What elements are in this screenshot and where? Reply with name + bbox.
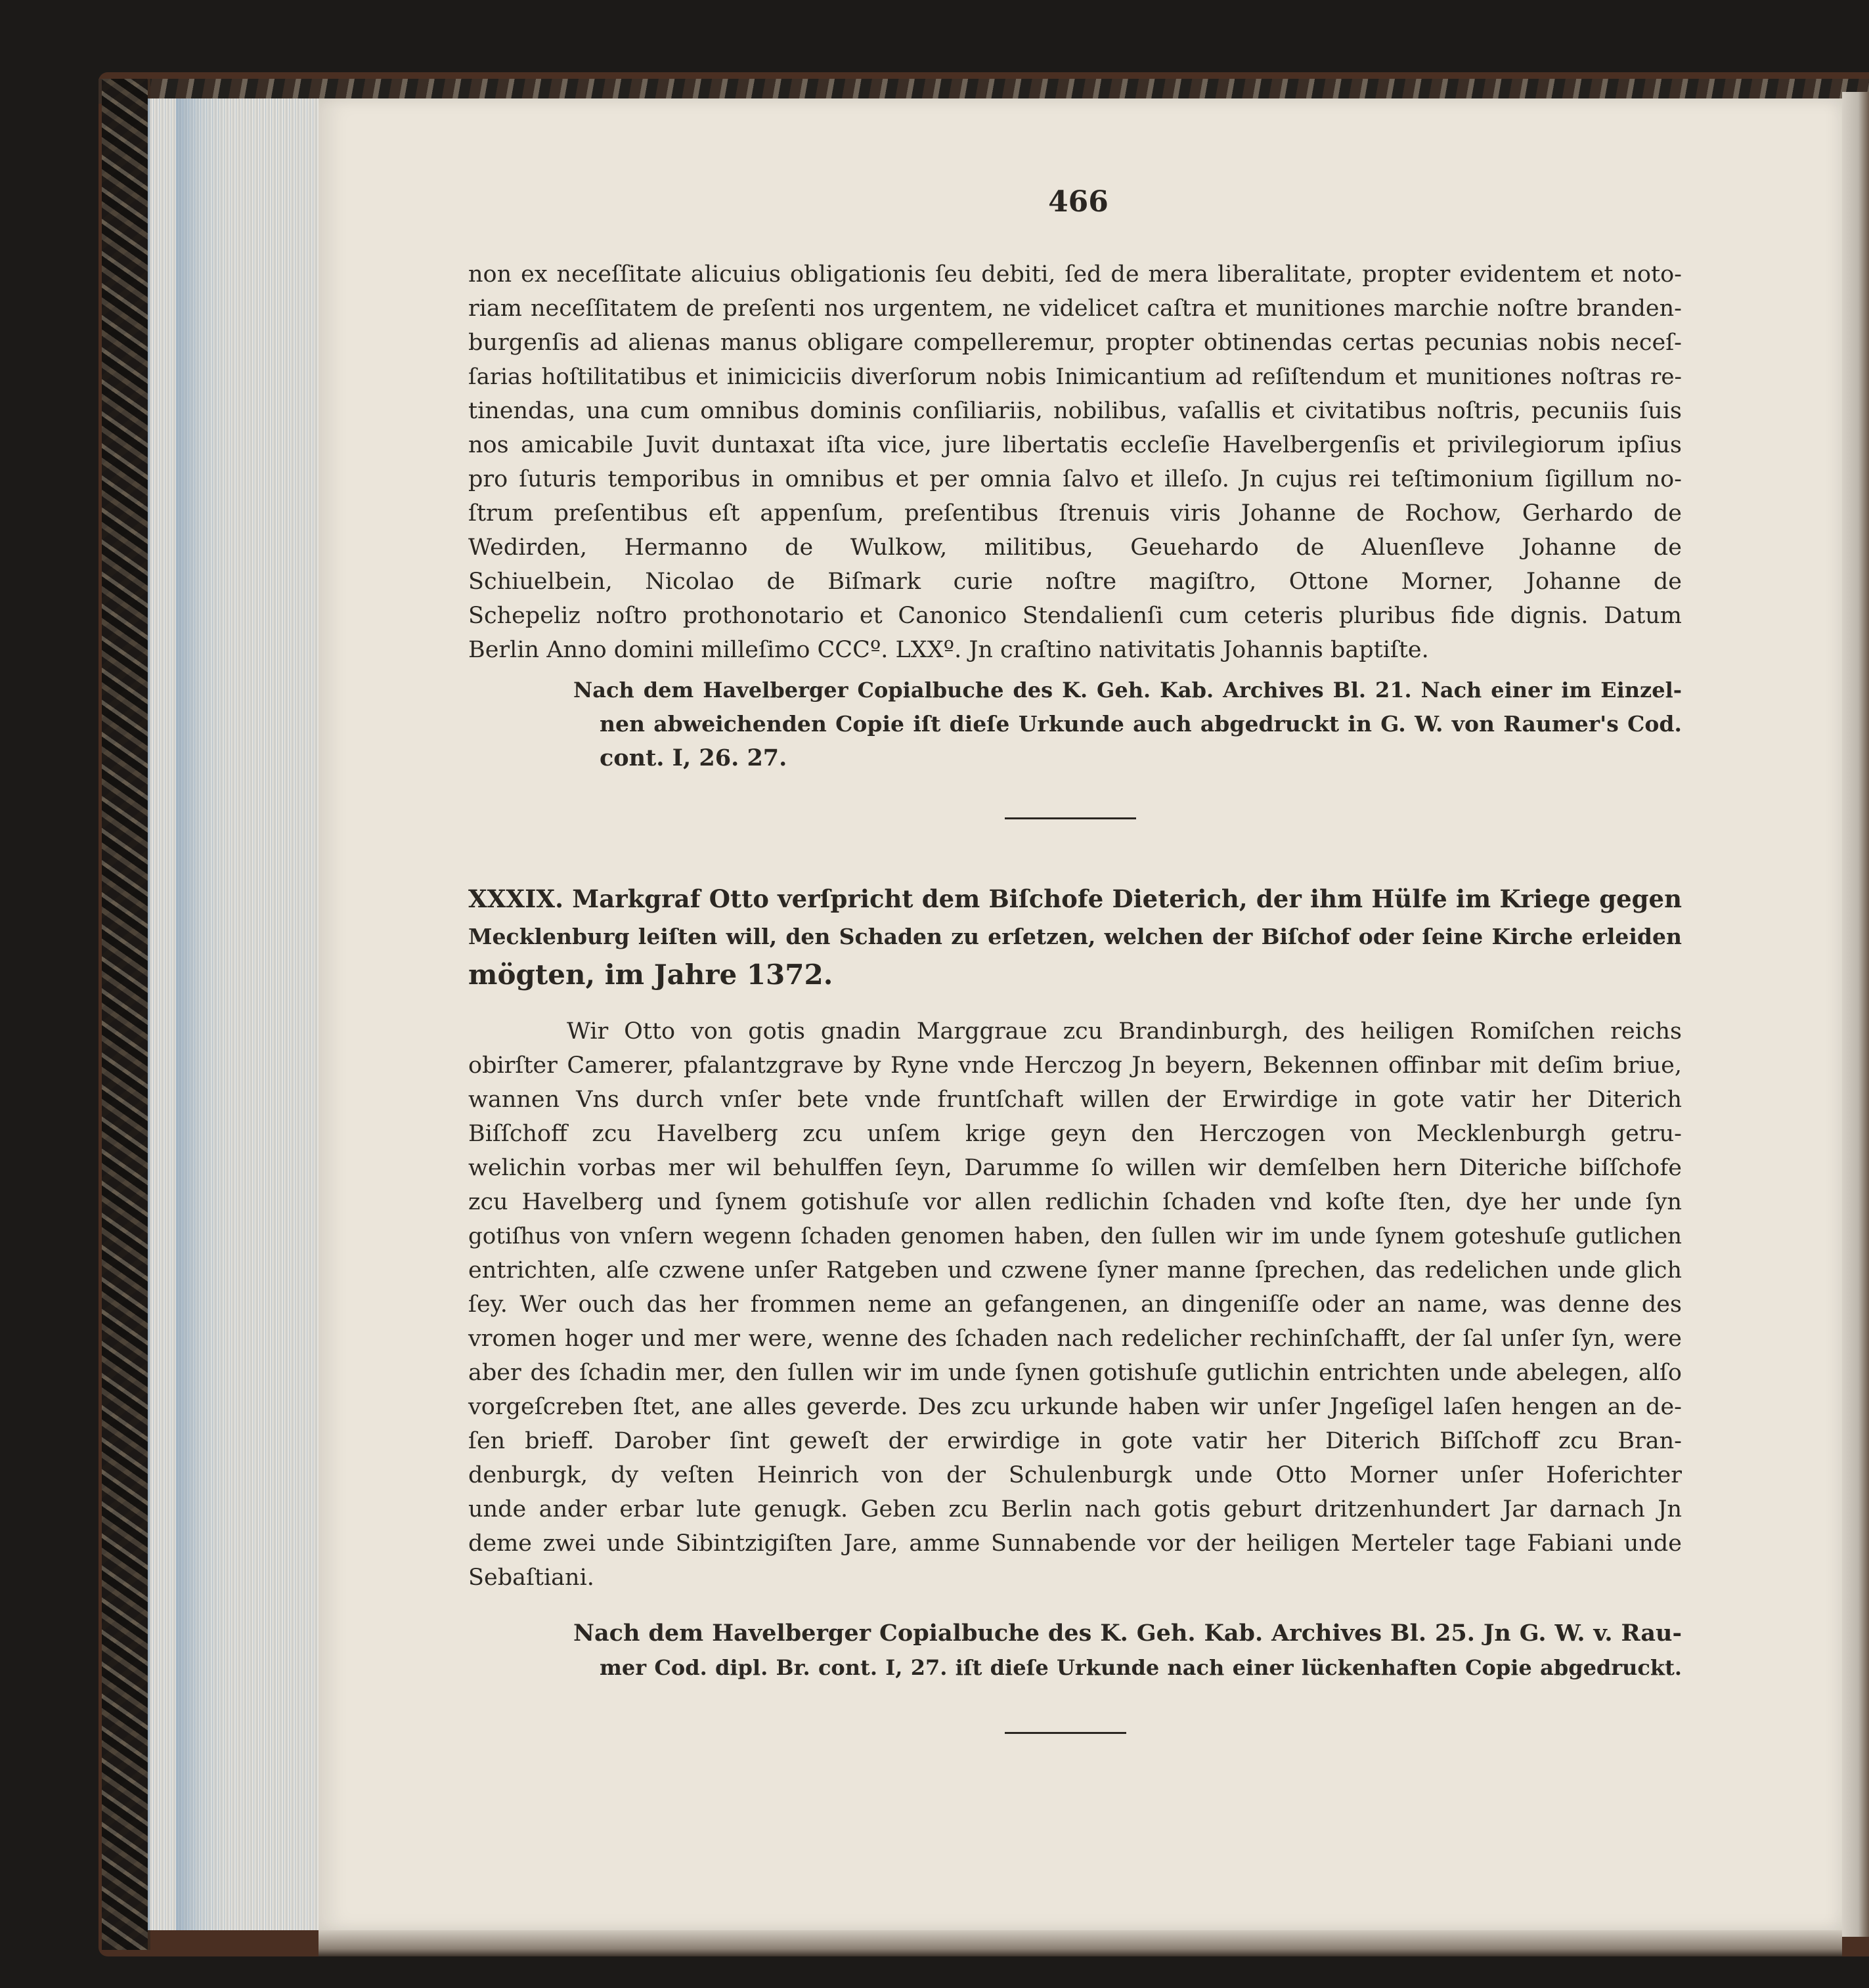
page-right-edge <box>1842 92 1869 1937</box>
text-line: zcu Havelberg und ſynem gotishuſe vor allen redlichin ſchaden vnd koſte ſten, dye her unde ſyn <box>468 1189 1682 1215</box>
text-line: vorgeſcreben ſtet, ane alles geverde. Des zcu urkunde haben wir unſer Jngeſigel laſen hengen an de- <box>468 1394 1682 1420</box>
text-line: Wir Otto von gotis gnadin Marggraue zcu Brandinburgh, des heiligen Romiſchen reichs <box>567 1018 1682 1045</box>
note-line: Nach dem Havelberger Copialbuche des K. Geh. Kab. Archives Bl. 21. Nach einer im Einzel- <box>573 678 1682 702</box>
page-stack <box>148 98 320 1930</box>
note-line: cont. I, 26. 27. <box>600 745 787 771</box>
text-line: ſey. Wer ouch das her frommen neme an gefangenen, an dingeniſſe oder an name, was denne des <box>468 1291 1682 1318</box>
text-line: Wedirden, Hermanno de Wulkow, militibus, Geuehardo de Aluenſleve Johanne de <box>468 534 1682 561</box>
text-line: Berlin Anno domini milleſimo CCCº. LXXº. Jn craſtino nativitatis Johannis baptiſte. <box>468 637 1429 663</box>
text-line: obirſter Camerer, pfalantzgrave by Ryne vnde Herczog Jn beyern, Bekennen offinbar mit deſim briue, <box>468 1052 1682 1079</box>
end-divider <box>1005 1732 1126 1734</box>
page-bottom-edge <box>319 1930 1842 1956</box>
heading-line: mögten, im Jahre 1372. <box>468 959 833 991</box>
text-line: Schiuelbein, Nicolao de Biſmark curie noſtre magiſtro, Ottone Morner, Johanne de <box>468 569 1682 595</box>
text-line: denburgk, dy veſten Heinrich von der Schulenburgk unde Otto Morner unſer Hoferichter <box>468 1462 1682 1488</box>
text-line: ſen brieff. Darober ſint geweſt der erwirdige in gote vatir her Diterich Biſſchoff zcu Bran- <box>468 1428 1682 1454</box>
text-line: welichin vorbas mer wil behulffen ſeyn, Darumme ſo willen wir demſelben hern Diteriche biſſchofe <box>468 1155 1682 1181</box>
text-line: Schepeliz noſtro prothonotario et Canonico Stendalienſi cum ceteris pluribus fide dignis. Datum <box>468 603 1682 629</box>
text-line: aber des ſchadin mer, den ſullen wir im unde ſynen gotishuſe gutlichin entrichten unde abelegen, alſo <box>468 1360 1682 1386</box>
text-line: tinendas, una cum omnibus dominis conſiliariis, nobilibus, vaſallis et civitatibus noſtris, pecuniis ſuis <box>468 398 1682 424</box>
note-line: mer Cod. dipl. Br. cont. I, 27. iſt dieſe Urkunde nach einer lückenhaften Copie abgedruckt. <box>600 1655 1682 1680</box>
note-line: nen abweichenden Copie iſt dieſe Urkunde auch abgedruckt in G. W. von Raumer's Cod. <box>600 711 1682 737</box>
marbled-cover-edge <box>102 79 150 1950</box>
text-line: pro ſuturis temporibus in omnibus et per omnia ſalvo et illeſo. Jn cujus rei teſtimonium ſigillum no- <box>468 466 1682 492</box>
text-line: non ex neceſſitate alicuius obligationis ſeu debiti, ſed de mera liberalitate, propter evidentem et noto- <box>468 261 1682 288</box>
text-line: vromen hoger und mer were, wenne des ſchaden nach redelicher rechinſchafft, der ſal unſer ſyn, were <box>468 1326 1682 1352</box>
text-line: wannen Vns durch vnſer bete vnde fruntſchaft willen der Erwirdige in gote vatir her Diterich <box>468 1087 1682 1113</box>
text-line: riam neceſſitatem de preſenti nos urgentem, ne videlicet caſtra et munitiones marchie noſtre branden- <box>468 295 1682 322</box>
text-line: burgenſis ad alienas manus obligare compelleremur, propter obtinendas certas pecunias nobis neceſ- <box>468 330 1682 356</box>
page-number: 466 <box>1048 185 1109 219</box>
text-line: nos amicabile Juvit duntaxat iſta vice, jure libertatis eccleſie Havelbergenſis et privilegiorum ipſius <box>468 432 1682 458</box>
section-divider <box>1005 817 1136 819</box>
text-line: Biſſchoff zcu Havelberg zcu unſem krige geyn den Herczogen von Mecklenburgh getru- <box>468 1121 1682 1147</box>
text-line: Sebaſtiani. <box>468 1565 594 1591</box>
text-line: ſarias hoſtilitatibus et inimiciciis diverſorum nobis Inimicantium ad reſiſtendum et munitiones noſtras re- <box>468 364 1682 390</box>
text-line: gotiſhus von vnſern wegenn ſchaden genomen haben, den ſullen wir im unde ſynem goteshuſe gutlichen <box>468 1223 1682 1249</box>
text-line: entrichten, alſe czwene unſer Ratgeben und czwene ſyner manne ſprechen, das redelichen unde glich <box>468 1257 1682 1284</box>
text-line: deme zwei unde Sibintzigiſten Jare, amme Sunnabende vor der heiligen Merteler tage Fabiani unde <box>468 1530 1682 1557</box>
heading-line: Mecklenburg leiſten will, den Schaden zu erſetzen, welchen der Biſchof oder ſeine Kirche erleiden <box>468 924 1682 949</box>
text-line: unde ander erbar lute genugk. Geben zcu Berlin nach gotis geburt dritzenhundert Jar darnach Jn <box>468 1496 1682 1523</box>
note-line: Nach dem Havelberger Copialbuche des K. Geh. Kab. Archives Bl. 25. Jn G. W. v. Rau- <box>573 1620 1682 1647</box>
heading-line: XXXIX. Markgraf Otto verſpricht dem Biſchofe Dieterich, der ihm Hülfe im Kriege gegen <box>468 884 1682 913</box>
text-line: ſtrum preſentibus eſt appenſum, preſentibus ſtrenuis viris Johanne de Rochow, Gerhardo de <box>468 500 1682 527</box>
